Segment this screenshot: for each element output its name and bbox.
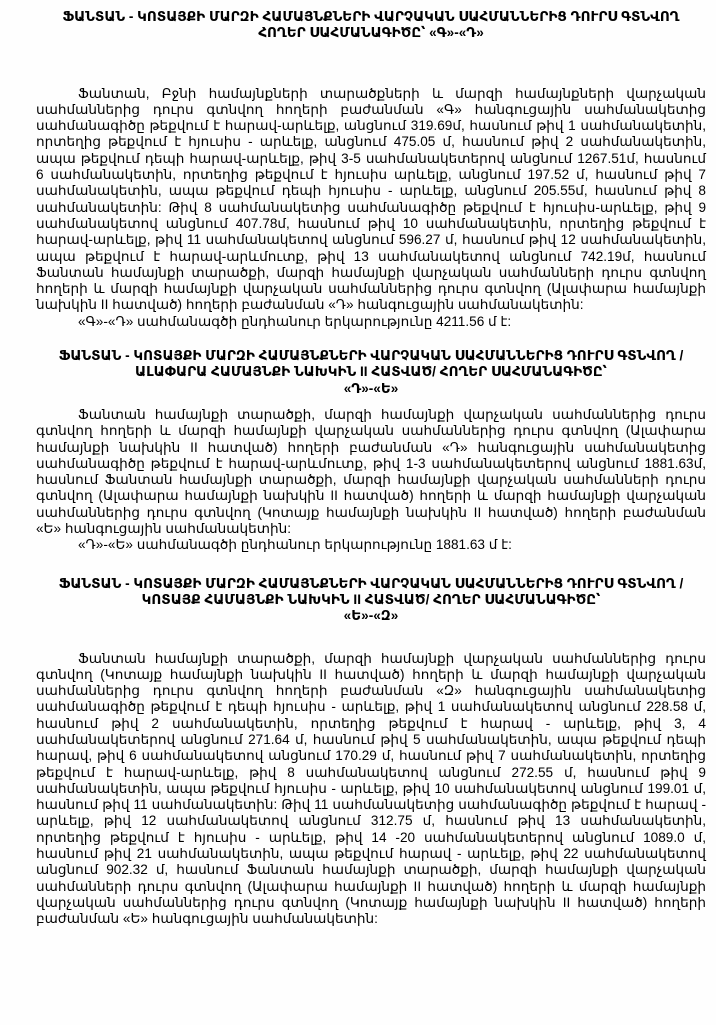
section-3-body: Ֆանտան համայնքի տարածքի, մարզի համայնքի վարչական սահմաններից դուրս գտնվող (Կոտայք համայնքի նախկին II հատված) հողերի և մարզի համայնքի վարչական սահմաններից դուրս գտնվող հողերի բաժանման «Զ» հանգուցային սահմանակետից սահմանագիծը թեքվում է դեպի հյուսիս - արևելք, թիվ 1 սահմանակետով անցնում 228.58 մ, հասնում թիվ 2 սահմանակետին, որտեղից թեքվում է հարավ - արևելք, թիվ 3, 4 սահմանակետերով անցնում 271.64 մ, հասնում թիվ 5 սահմանակետին, ապա թեքվում դեպի հարավ, թիվ 6 սահմանակետով անցնում 170.29 մ, հասնում թիվ 7 սահմանակետին, որտեղից թեքվում է հարավ-արևելք, թիվ 8 սահմանակետով անցնում 272.55 մ, հասնում թիվ 9 սահմանակետին, ապա թեքվում հյուսիս - արևելք, թիվ 10 սահմանակետով անցնում 199.01 մ, հասնում թիվ 11 սահմանակետին: Թիվ 11 սահմանակետից սահմանագիծը թեքվում է հարավ - արևելք, թիվ 12 սահմանակետով անցնում 312.75 մ, հասնում թիվ 13 սահմանակետին, որտեղից թեքվում է հյուսիս - արևելք, թիվ 14 -20 սահմանակետերով անցնում 1089.0 մ, հասնում թիվ 21 սահմանակետին, ապա թեքվում հարավ - արևելք, թիվ 22 սահմանակետով անցնում 902.32 մ, հասնում Ֆանտան համայնքի տարածքի, մարզի համայնքի վարչական սահմանների դուրս գտնվող (Ալափարա համայնքի II հատված) հողերի և մարզի համայնքի վարչական սահմաններից դուրս գտնվող (Կոտայք համայնքի նախկին II հատված) հողերի բաժանման «Ե» հանգուցային սահմանակետին: [36, 650, 706, 927]
section-3-heading-line-2: ԿՈՏԱՅՔ ՀԱՄԱՅՆՔԻ ՆԱԽԿԻՆ II ՀԱՏՎԱԾ/ ՀՈՂԵՐ ՍԱՀՄԱՆԱԳԻԾԸ՝ [141, 591, 601, 607]
section-2-body: Ֆանտան համայնքի տարածքի, մարզի համայնքի վարչական սահմաններից դուրս գտնվող հողերի և մարզի համայնքի վարչական սահմաններից դուրս գտնվող (Ալափարա համայնքի նախկին II հատված) հողերի բաժանման «Դ» հանգուցային սահմանակետից սահմանագիծը թեքվում է հարավ-արևմուտք, թիվ 1-3 սահմանակետերով անցնում 1881.63մ, հասնում Ֆանտան համայնքի տարածքի, մարզի համայնքի վարչական սահմանների դուրս գտնվող (Ալափարա համայնքի նախկին II հատված) հողերի և մարզի համայնքի վարչական սահմաններից դուրս գտնվող (Կոտայք համայնքի նախկին II հատված) հողերի բաժանման «Ե» հանգուցային սահմանակետին: [36, 406, 706, 537]
section-1-total-length: «Գ»-«Դ» սահմանագծի ընդհանուր երկարությունը 4211.56 մ է: [78, 313, 512, 329]
section-2-heading-line-2: ԱԼԱՓԱՐԱ ՀԱՄԱՅՆՔԻ ՆԱԽԿԻՆ II ՀԱՏՎԱԾ/ ՀՈՂԵՐ ՍԱՀՄԱՆԱԳԻԾԸ՝ [135, 364, 607, 380]
section-1-heading-line-1: ՖԱՆՏԱՆ - ԿՈՏԱՅՔԻ ՄԱՐԶԻ ՀԱՄԱՅՆՔՆԵՐԻ ՎԱՐՉԱԿԱՆ ՍԱՀՄԱՆՆԵՐԻՑ ԴՈՒՐՍ ԳՏՆՎՈՂ [62, 9, 680, 24]
section-3-heading-line-1: ՖԱՆՏԱՆ - ԿՈՏԱՅՔԻ ՄԱՐԶԻ ՀԱՄԱՅՆՔՆԵՐԻ ՎԱՐՉԱԿԱՆ ՍԱՀՄԱՆՆԵՐԻՑ ԴՈՒՐՍ ԳՏՆՎՈՂ / [58, 575, 684, 591]
section-3-heading [36, 576, 706, 625]
section-3-heading-line-3: «Ե»-«Զ» [343, 608, 399, 624]
section-1-heading-line-2: ՀՈՂԵՐ ՍԱՀՄԱՆԱԳԻԾԸ՝ «Գ»-«Դ» [258, 25, 484, 41]
section-1-body: Ֆանտան, Բջնի համայնքների տարածքների և մարզի համայնքների վարչական սահմաններից դուրս գտնվող հողերի բաժանման «Գ» հանգուցային սահմանակետից սահմանագիծը թեքվում է հարավ-արևելք, անցնում 319.69մ, հասնում թիվ 1 սահմանակետին, որտեղից թեքվում է հյուսիս - արևելք, անցնում 475.05 մ, հասնում թիվ 2 սահմանակետին, ապա թեքվում դեպի հարավ-արևելք, թիվ 3-5 սահմանակետերով անցնում 1267.51մ, հասնում 6 սահմանակետին, որտեղից թեքվում է հյուսիս արևելք, անցնում 197.52 մ, հասնում թիվ 7 սահմանակետին, ապա թեքվում դեպի հյուսիս - արևելք, անցնում 205.55մ, հասնում թիվ 8 սահմանակետին: Թիվ 8 սահմանակետից սահմանագիծը թեքվում է հյուսիս-արևելք, թիվ 9 սահմանակետով անցնում 407.78մ, հասնում թիվ 10 սահմանակետին, որտեղից թեքվում է հարավ-արևելք, թիվ 11 սահմանակետով անցնում 596.27 մ, հասնում թիվ 12 սահմանակետին, ապա թեքվում է հարավ-արևմուտք, թիվ 13 սահմանակետով անցնում 742.19մ, հասնում Ֆանտան համայնքի տարածքի, մարզի համայնքի վարչական սահմանների դուրս գտնվող հողերի և մարզի համայնքի վարչական սահմաններից դուրս գտնվող (Ալափարա համայնքի նախկին II հատված) հողերի բաժանման «Դ» հանգուցային սահմանակետին: [36, 85, 706, 313]
section-2-heading [36, 348, 706, 397]
section-1-heading [36, 9, 706, 42]
section-2-heading-line-3: «Դ»-«Ե» [343, 380, 399, 396]
section-2-heading-line-1: ՖԱՆՏԱՆ - ԿՈՏԱՅՔԻ ՄԱՐԶԻ ՀԱՄԱՅՆՔՆԵՐԻ ՎԱՐՉԱԿԱՆ ՍԱՀՄԱՆՆԵՐԻՑ ԴՈՒՐՍ ԳՏՆՎՈՂ / [58, 348, 684, 364]
section-2-total-length: «Դ»-«Ե» սահմանագծի ընդհանուր երկարությունը 1881.63 մ է: [78, 537, 512, 553]
